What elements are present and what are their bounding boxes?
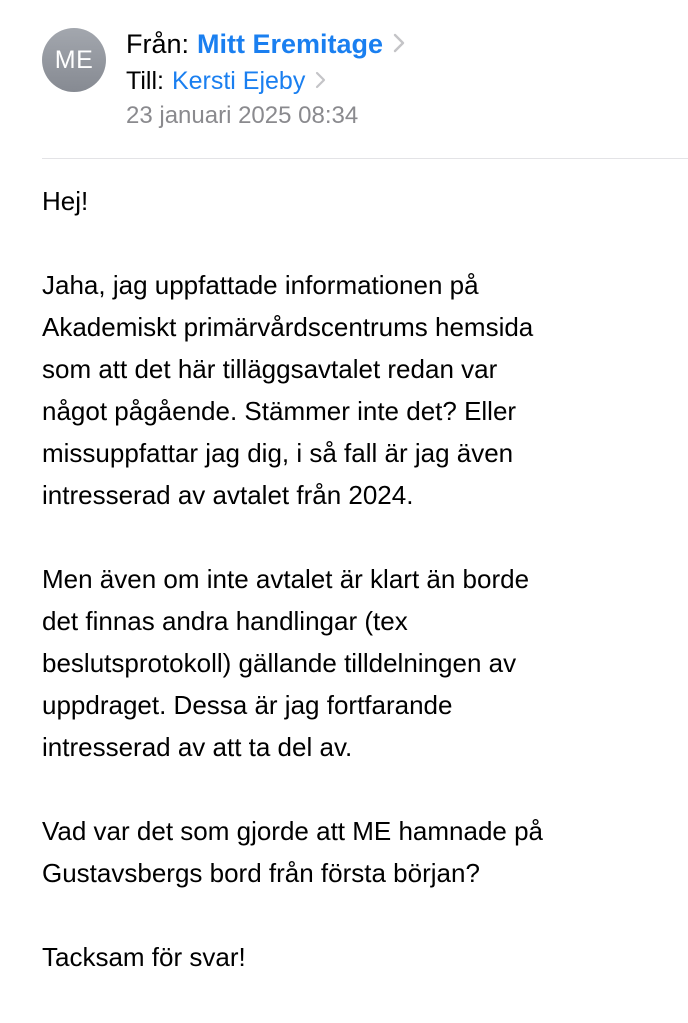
- sender-name-link[interactable]: Mitt Eremitage: [197, 28, 384, 59]
- body-line: missuppfattar jag dig, i så fall är jag även: [42, 438, 514, 468]
- paragraph-gap: [42, 516, 682, 558]
- chevron-right-icon-glyph: [393, 33, 405, 53]
- body-line: som att det här tilläggsavtalet redan var: [42, 354, 498, 384]
- chevron-right-icon-glyph: [315, 71, 326, 89]
- chevron-right-icon[interactable]: [315, 67, 326, 96]
- paragraph-gap: [42, 894, 682, 936]
- body-line: Hej!: [42, 186, 89, 216]
- recipient-name-link[interactable]: Kersti Ejeby: [171, 66, 306, 95]
- body-line: intresserad av avtalet från 2024.: [42, 480, 414, 510]
- body-line: Gustavsbergs bord från första början?: [42, 858, 480, 888]
- to-row: [126, 64, 326, 98]
- sender-avatar[interactable]: ME: [42, 28, 106, 92]
- body-line: intresserad av att ta del av.: [42, 732, 353, 762]
- body-line: uppdraget. Dessa är jag fortfarande: [42, 690, 453, 720]
- greeting: [42, 180, 682, 222]
- message-body: [42, 180, 682, 978]
- message-header: [0, 0, 688, 160]
- to-label: Till:: [126, 66, 164, 95]
- header-divider: [42, 158, 688, 159]
- paragraph-gap: [42, 768, 682, 810]
- from-label: Från:: [126, 28, 190, 59]
- paragraph-3: [42, 810, 682, 894]
- message-date: 23 januari 2025 08:34: [126, 102, 359, 129]
- body-line: det finnas andra handlingar (tex: [42, 606, 408, 636]
- body-line: Vad var det som gjorde att ME hamnade på: [42, 816, 544, 846]
- paragraph-2: [42, 558, 682, 768]
- body-line: något pågående. Stämmer inte det? Eller: [42, 396, 517, 426]
- chevron-right-icon[interactable]: [393, 29, 405, 60]
- paragraph-1: [42, 264, 682, 516]
- body-line: Men även om inte avtalet är klart än borde: [42, 564, 530, 594]
- body-line: Akademiskt primärvårdscentrums hemsida: [42, 312, 534, 342]
- paragraph-gap: [42, 222, 682, 264]
- body-line: Tacksam för svar!: [42, 942, 246, 972]
- body-line: Jaha, jag uppfattade informationen på: [42, 270, 479, 300]
- from-row: [126, 26, 405, 62]
- body-line: beslutsprotokoll) gällande tilldelningen av: [42, 648, 517, 678]
- closing: [42, 936, 682, 978]
